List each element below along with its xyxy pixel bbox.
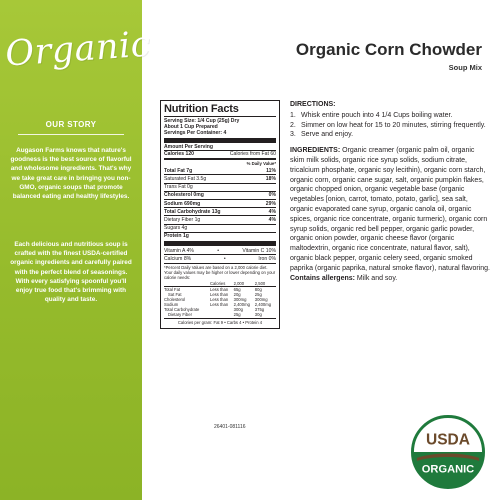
story-paragraph-1: Augason Farms knows that nature's goodness is the best source of flavorful and wholesome ingredients. That's why we take great care in bringing you non-GMO, organic soups that promote balanced eating and healthy lifestyles. (10, 147, 132, 201)
calories-from-fat: Calories from Fat 60 (229, 150, 276, 157)
nutrient-label: Cholesterol 0mg (164, 192, 204, 199)
nutrient-daily-value: 4% (268, 216, 276, 223)
direction-step (290, 121, 490, 131)
step-text: Whisk entire pouch into 4 1/4 Cups boiling water. (301, 111, 453, 119)
nutrition-facts-panel (160, 100, 280, 329)
seal-top-text: USDA (425, 431, 471, 449)
vitamin-pair (258, 256, 276, 262)
nutrition-facts-title: Nutrition Facts (164, 103, 239, 115)
daily-value-table (164, 281, 276, 317)
vitamin-value: 4% (186, 247, 194, 254)
allergens-block (290, 274, 490, 284)
ingredients-text: Organic creamer (organic palm oil, organic skim milk solids, organic rice syrup solids, sodium citrate, tricalcium phosphate, organic soy lecithin), organic corn starch, organic corn, organic cane sugar, salt, organic pumpkin flakes, organic chopped onion, organic vegetable base (organic vegetables [onion, carrot, tomato, potato, garlic], sea salt, organic evaporated cane syrup, organic canola oil, organic spices, organic rice concentrate, organic turmeric), organic corn syrup solids, organic red bell pepper, organic garlic powder, organic onion powder, organic cheese flavor (organic maltodextrin, organic rice concentrate, natural flavor, salt), organic black pepper, organic celery seed, organic smoked paprika (organic paprika, natural smoke flavor), natural flavoring. (290, 147, 490, 272)
vitamin-name: Vitamin C (242, 247, 265, 254)
step-number: 2. (290, 121, 296, 129)
story-paragraph-2: Each delicious and nutritious soup is crafted with the finest USDA-certified organic ingredients and carefully paired with the perfect blend of seasonings. With every satisfying spoonful you'll enjoy true food that's brimming with quality and taste. (10, 241, 132, 304)
product-code: 26401-081116 (214, 424, 246, 430)
nutrient-row (164, 215, 276, 223)
amount-per-serving: Amount Per Serving (164, 143, 213, 150)
step-number: 3. (290, 131, 296, 139)
vitamin-rows (164, 247, 276, 262)
nutrient-row (164, 199, 276, 207)
dv-table-cell: 300g (233, 307, 243, 313)
nutrient-row (164, 191, 276, 199)
vitamin-row (164, 254, 276, 262)
usda-organic-seal-icon (411, 415, 485, 489)
nutrient-row (164, 183, 276, 191)
vitamin-pair (242, 248, 276, 254)
dv-table-cell: 300mg (233, 297, 247, 303)
vitamin-value: 0% (268, 255, 276, 262)
bullet-separator: • (223, 255, 226, 262)
nutrient-label: Sodium 690mg (164, 200, 201, 207)
directions-list (290, 111, 490, 140)
nutrient-label: Total Carbohydrate 13g (164, 208, 221, 215)
story-title: OUR STORY (45, 120, 97, 129)
dv-table-cell: Dietary Fiber (168, 312, 192, 318)
vitamin-pair (164, 256, 191, 262)
nutrient-daily-value: 18% (265, 175, 276, 182)
seal-bottom-text: ORGANIC (421, 463, 475, 476)
dv-table-cell: Less than (210, 292, 229, 298)
dv-table-cell: 2,400mg (254, 302, 272, 308)
nutrient-label: Sugars 4g (164, 225, 188, 232)
vitamin-pair (164, 248, 194, 254)
nutrient-label: Dietary Fiber 1g (164, 216, 201, 223)
daily-value-footnote: *Percent Daily Values are based on a 2,000 calorie diet. Your daily values may be higher or lower depending on your calorie needs: (164, 265, 276, 281)
vitamin-name: Calcium (164, 255, 183, 262)
dv-table-cell: 80g (254, 287, 262, 293)
dv-table-cell: 375g (254, 307, 265, 313)
directions-heading: DIRECTIONS: (290, 101, 336, 108)
dv-table-cell: Less than (210, 297, 229, 303)
calories: Calories 120 (164, 150, 195, 157)
dv-table-cell: 2,400mg (233, 302, 250, 308)
dv-table-cell: Less than (210, 302, 229, 308)
directions-column (290, 100, 490, 283)
step-number: 1. (290, 111, 296, 119)
ingredients-label: INGREDIENTS: (290, 147, 341, 155)
nutrient-label: Saturated Fat 3.5g (164, 175, 207, 182)
vitamin-name: Vitamin A (164, 247, 186, 254)
nutrient-row (164, 224, 276, 232)
calories-per-gram: Calories per gram: Fat 9 • Carbs 4 • Protein 4 (177, 320, 263, 326)
dv-table-cell: Total Carbohydrate (164, 307, 200, 313)
sidebar-panel (0, 0, 153, 500)
daily-value-header: % Daily Value* (246, 161, 276, 167)
allergens-label: Contains allergens: (290, 274, 355, 282)
nutrient-label: Protein 1g (164, 233, 189, 240)
nutrient-daily-value: 11% (266, 167, 276, 174)
step-text: Simmer on low heat for 15 to 20 minutes, stirring frequently. (301, 121, 486, 129)
dv-table-header-cell: Calories (210, 281, 234, 287)
nutrient-label: Total Fat 7g (164, 167, 193, 174)
dv-table-header-cell: 2,000 (234, 281, 255, 287)
step-text: Serve and enjoy. (301, 131, 354, 139)
ingredients-block (290, 146, 490, 273)
allergens-text: Milk and soy. (356, 274, 398, 282)
organic-logo: Organic (4, 24, 153, 75)
story-divider (18, 134, 124, 135)
serving-size: Serving Size: 1/4 Cup (25g) Dry (164, 118, 240, 124)
nutrient-daily-value: 4% (268, 208, 276, 215)
nutrient-daily-value: 29% (265, 200, 276, 207)
dv-table-cell: 65g (233, 287, 241, 293)
dv-table-cell: 25g (254, 292, 262, 298)
nutrient-label: Trans Fat 0g (164, 184, 193, 191)
vitamin-name: Iron (258, 255, 268, 262)
dv-table-cell: Cholesterol (164, 297, 186, 303)
product-subtitle: Soup Mix (448, 63, 482, 72)
dv-table-cell: Sodium (164, 302, 179, 308)
nutrient-row (164, 167, 276, 174)
servings-per-container: Servings Per Container: 4 (164, 130, 227, 137)
dv-table-cell: Total Fat (164, 287, 181, 293)
dv-table-cell: Sat Fat (168, 292, 182, 298)
dv-table-row (164, 312, 276, 317)
vitamin-row (164, 247, 276, 254)
product-title: Organic Corn Chowder (295, 40, 482, 59)
nutrient-row (164, 207, 276, 215)
bullet-separator: • (217, 247, 220, 254)
nutrient-row (164, 232, 276, 240)
nutrient-daily-value: 0% (268, 192, 276, 199)
dv-table-cell: 30g (254, 312, 262, 318)
direction-step (290, 111, 490, 121)
dv-table-cell: Less than (210, 287, 229, 293)
dv-table-cell (210, 312, 234, 317)
direction-step (290, 130, 490, 140)
serving-about: About 1 Cup Prepared (164, 124, 218, 131)
vitamin-value: 8% (183, 255, 192, 262)
dv-table-cell: 25g (233, 312, 241, 318)
nutrient-rows (164, 167, 276, 240)
dv-table-cell: 300mg (254, 297, 268, 303)
dv-table-cell: 20g (233, 292, 241, 298)
vitamin-value: 10% (265, 247, 276, 254)
dv-table-header-cell: 2,500 (255, 281, 276, 287)
nutrient-row (164, 174, 276, 182)
